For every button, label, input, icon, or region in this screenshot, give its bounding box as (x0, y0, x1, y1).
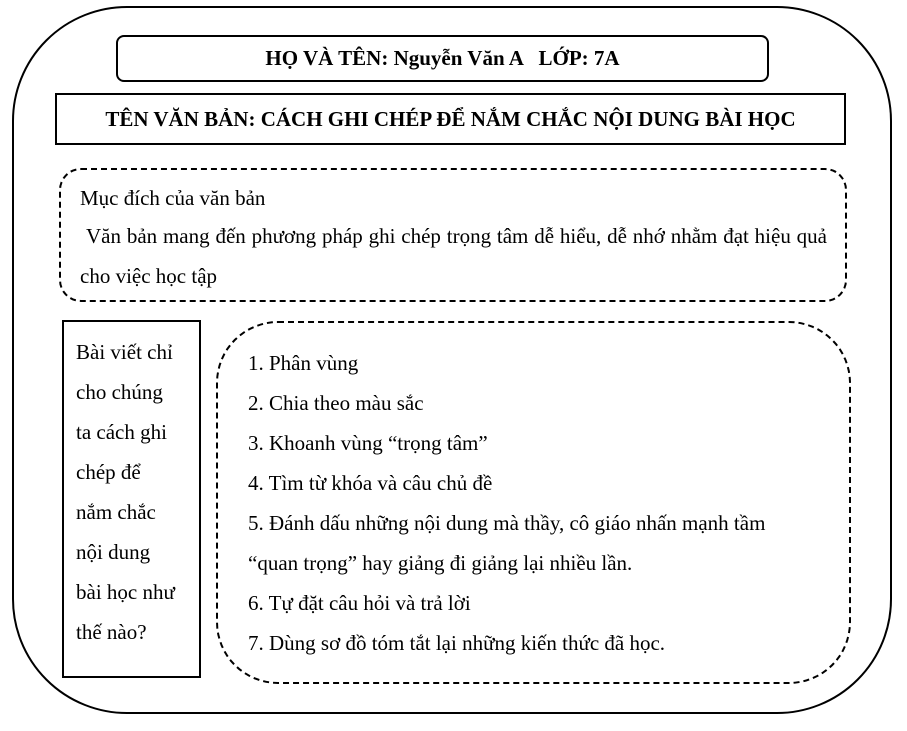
steps-list (248, 343, 825, 663)
question-line: Bài viết chỉ (76, 340, 173, 364)
question-line: chép để (76, 460, 141, 484)
text-title-box (55, 93, 846, 145)
question-line: thế nào? (76, 620, 147, 644)
step-item: 6. Tự đặt câu hỏi và trả lời (248, 591, 471, 615)
steps-box (216, 321, 851, 684)
text-title: TÊN VĂN BẢN: CÁCH GHI CHÉP ĐỂ NẮM CHẮC NỘI DUNG BÀI HỌC (105, 106, 796, 131)
question-line: cho chúng (76, 380, 163, 404)
step-item: 7. Dùng sơ đồ tóm tắt lại những kiến thức đã học. (248, 631, 666, 655)
question-line: nội dung (76, 540, 151, 564)
step-item: 5. Đánh dấu những nội dung mà thầy, cô giáo nhấn mạnh tầm (248, 511, 766, 535)
purpose-heading: Mục đích của văn bản (80, 186, 266, 210)
step-item: “quan trọng” hay giảng đi giảng lại nhiều lần. (248, 551, 633, 575)
step-item: 4. Tìm từ khóa và câu chủ đề (248, 471, 493, 495)
question-line: ta cách ghi (76, 420, 167, 444)
name-class-box (116, 35, 769, 82)
purpose-body: Văn bản mang đến phương pháp ghi chép trọng tâm dễ hiểu, dễ nhớ nhằm đạt hiệu quả cho việc học tập (80, 224, 827, 288)
step-item: 3. Khoanh vùng “trọng tâm” (248, 431, 488, 455)
question-line: bài học như (76, 580, 175, 604)
purpose-box (59, 168, 847, 302)
name-class-text: HỌ VÀ TÊN: Nguyễn Văn A LỚP: 7A (265, 46, 620, 70)
question-line: nắm chắc (76, 500, 156, 524)
question-box (62, 320, 201, 678)
step-item: 1. Phân vùng (248, 351, 359, 375)
step-item: 2. Chia theo màu sắc (248, 391, 424, 415)
